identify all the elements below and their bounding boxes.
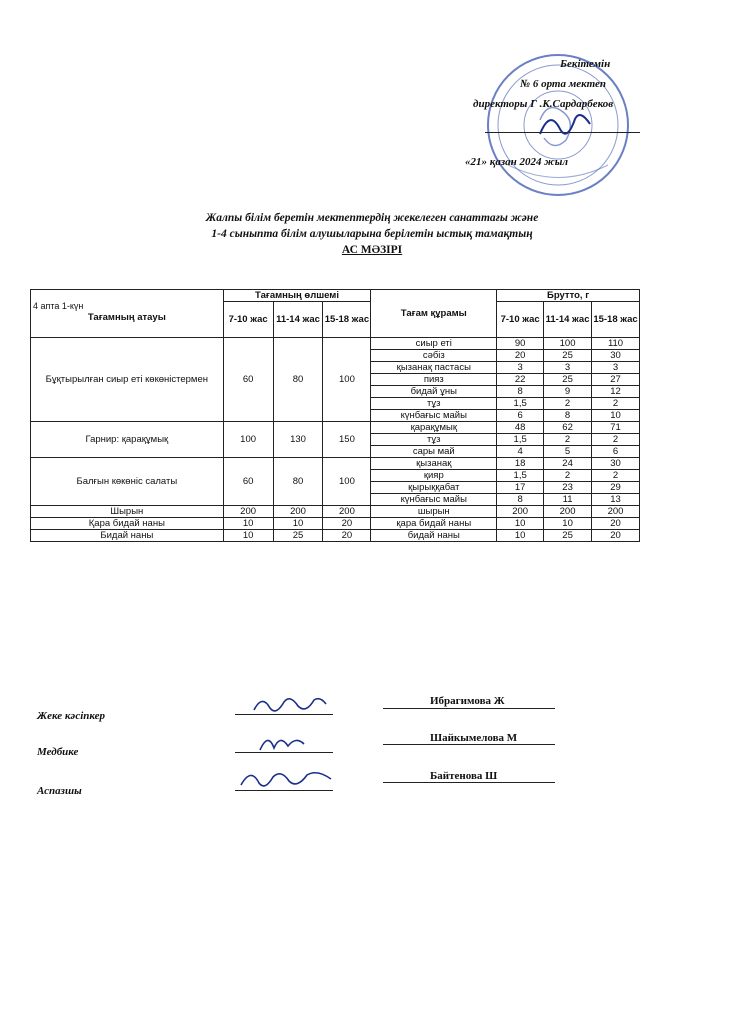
gross-weight-cell: 25 [544,350,592,362]
dish-name-cell: Балғын көкөніс салаты [31,458,224,506]
ingredient-name-cell: қызанақ пастасы [371,362,497,374]
portion-cell: 10 [223,530,273,542]
gross-weight-cell: 18 [497,458,544,470]
gross-weight-cell: 3 [544,362,592,374]
ingredient-name-cell: сиыр еті [371,338,497,350]
gross-weight-cell: 10 [497,530,544,542]
gross-weight-cell: 6 [592,446,640,458]
gross-weight-cell: 2 [544,434,592,446]
ingredient-name-cell: күнбағыс майы [371,410,497,422]
menu-table [30,289,640,542]
gross-weight-cell: 20 [592,530,640,542]
table-row [31,458,640,470]
gross-weight-cell: 100 [544,338,592,350]
week-label: 4 апта 1-күн [33,300,84,311]
gross-weight-cell: 22 [497,374,544,386]
portion-cell: 60 [223,458,273,506]
ingredient-name-cell: тұз [371,398,497,410]
gross-weight-cell: 25 [544,374,592,386]
portion-cell: 100 [323,338,371,422]
ingredient-name-cell: қарақұмық [371,422,497,434]
gross-weight-cell: 6 [497,410,544,422]
portion-cell: 130 [273,422,323,458]
signature-line [235,752,333,753]
signature-role: Аспазшы [37,785,82,797]
header-gross: Брутто, г [497,290,640,302]
portion-cell: 20 [323,518,371,530]
header-portion-age-2: 11-14 жас [273,302,323,338]
table-row [31,530,640,542]
dish-name-cell: Шырын [31,506,224,518]
signature-role: Медбике [37,746,79,758]
ingredient-name-cell: қияр [371,470,497,482]
gross-weight-cell: 12 [592,386,640,398]
signature-name: Ибрагимова Ж [430,695,505,707]
gross-weight-cell: 200 [592,506,640,518]
gross-weight-cell: 8 [544,410,592,422]
signature-name: Байтенова Ш [430,770,498,782]
director-signature [535,104,595,144]
header-portion-age-3: 15-18 жас [323,302,371,338]
document-titles [0,210,744,258]
dish-name-cell: Бидай наны [31,530,224,542]
gross-weight-cell: 62 [544,422,592,434]
gross-weight-cell: 110 [592,338,640,350]
portion-cell: 200 [223,506,273,518]
gross-weight-cell: 5 [544,446,592,458]
gross-weight-cell: 200 [497,506,544,518]
signature-scribble [237,765,337,793]
ingredient-name-cell: пияз [371,374,497,386]
signature-row [0,765,744,795]
table-row [31,506,640,518]
signature-scribble [250,728,330,754]
gross-weight-cell: 48 [497,422,544,434]
table-row [31,518,640,530]
approval-line-3: директоры Г .К.Сардарбеков [473,98,614,110]
gross-weight-cell: 9 [544,386,592,398]
gross-weight-cell: 25 [544,530,592,542]
signature-line [235,714,333,715]
gross-weight-cell: 1,5 [497,470,544,482]
approval-date: «21» қазан 2024 жыл [465,156,568,168]
portion-cell: 100 [323,458,371,506]
gross-weight-cell: 200 [544,506,592,518]
signature-row [0,690,744,720]
gross-weight-cell: 10 [544,518,592,530]
gross-weight-cell: 10 [497,518,544,530]
gross-weight-cell: 30 [592,350,640,362]
gross-weight-cell: 8 [497,386,544,398]
approval-block [465,52,665,192]
gross-weight-cell: 4 [497,446,544,458]
title-line-2: 1-4 сыныпта білім алушыларына берілетін ыстық тамақтың [211,228,533,240]
header-dish-name: 4 апта 1-күн Тағамның атауы [31,290,224,338]
gross-weight-cell: 20 [497,350,544,362]
portion-cell: 200 [323,506,371,518]
portion-cell: 10 [223,518,273,530]
gross-weight-cell: 8 [497,494,544,506]
signature-role: Жеке кәсіпкер [37,710,106,722]
title-line-1: Жалпы білім беретін мектептердің жекелеген санаттағы және [205,212,539,224]
name-line [383,744,555,745]
gross-weight-cell: 90 [497,338,544,350]
gross-weight-cell: 20 [592,518,640,530]
gross-weight-cell: 2 [544,470,592,482]
portion-cell: 10 [273,518,323,530]
gross-weight-cell: 17 [497,482,544,494]
gross-weight-cell: 3 [592,362,640,374]
signature-row [0,728,744,758]
gross-weight-cell: 24 [544,458,592,470]
gross-weight-cell: 2 [592,434,640,446]
signature-name: Шайкымелова М [430,732,518,744]
table-row [31,422,640,434]
signature-line [235,790,333,791]
gross-weight-cell: 29 [592,482,640,494]
portion-cell: 80 [273,338,323,422]
gross-weight-cell: 23 [544,482,592,494]
header-gross-age-3: 15-18 жас [592,302,640,338]
dish-name-cell: Қара бидай наны [31,518,224,530]
gross-weight-cell: 13 [592,494,640,506]
header-gross-age-2: 11-14 жас [544,302,592,338]
gross-weight-cell: 30 [592,458,640,470]
name-line [383,708,555,709]
gross-weight-cell: 10 [592,410,640,422]
ingredient-name-cell: бидай наны [371,530,497,542]
menu-table-body [31,338,640,542]
gross-weight-cell: 3 [497,362,544,374]
gross-weight-cell: 2 [544,398,592,410]
header-portion: Тағамның өлшемі [223,290,371,302]
portion-cell: 100 [223,422,273,458]
ingredient-name-cell: қара бидай наны [371,518,497,530]
portion-cell: 80 [273,458,323,506]
portion-cell: 200 [273,506,323,518]
header-gross-age-1: 7-10 жас [497,302,544,338]
dish-name-cell: Гарнир: қарақұмық [31,422,224,458]
dish-name-cell: Бұқтырылған сиыр еті көкөністермен [31,338,224,422]
gross-weight-cell: 2 [592,470,640,482]
approval-line-1: Бекітемін [560,58,611,70]
gross-weight-cell: 1,5 [497,434,544,446]
ingredient-name-cell: бидай ұны [371,386,497,398]
ingredient-name-cell: сары май [371,446,497,458]
gross-weight-cell: 2 [592,398,640,410]
ingredient-name-cell: күнбағыс майы [371,494,497,506]
header-portion-age-1: 7-10 жас [223,302,273,338]
portion-cell: 150 [323,422,371,458]
ingredient-name-cell: шырын [371,506,497,518]
header-composition: Тағам құрамы [371,290,497,338]
name-line [383,782,555,783]
portion-cell: 25 [273,530,323,542]
gross-weight-cell: 71 [592,422,640,434]
approval-line-2: № 6 орта мектеп [520,78,606,90]
menu-title: АС МӘЗІРІ [341,244,403,256]
portion-cell: 60 [223,338,273,422]
portion-cell: 20 [323,530,371,542]
table-row [31,338,640,350]
ingredient-name-cell: тұз [371,434,497,446]
ingredient-name-cell: сәбіз [371,350,497,362]
gross-weight-cell: 1,5 [497,398,544,410]
gross-weight-cell: 27 [592,374,640,386]
ingredient-name-cell: қызанақ [371,458,497,470]
ingredient-name-cell: қырыққабат [371,482,497,494]
gross-weight-cell: 11 [544,494,592,506]
